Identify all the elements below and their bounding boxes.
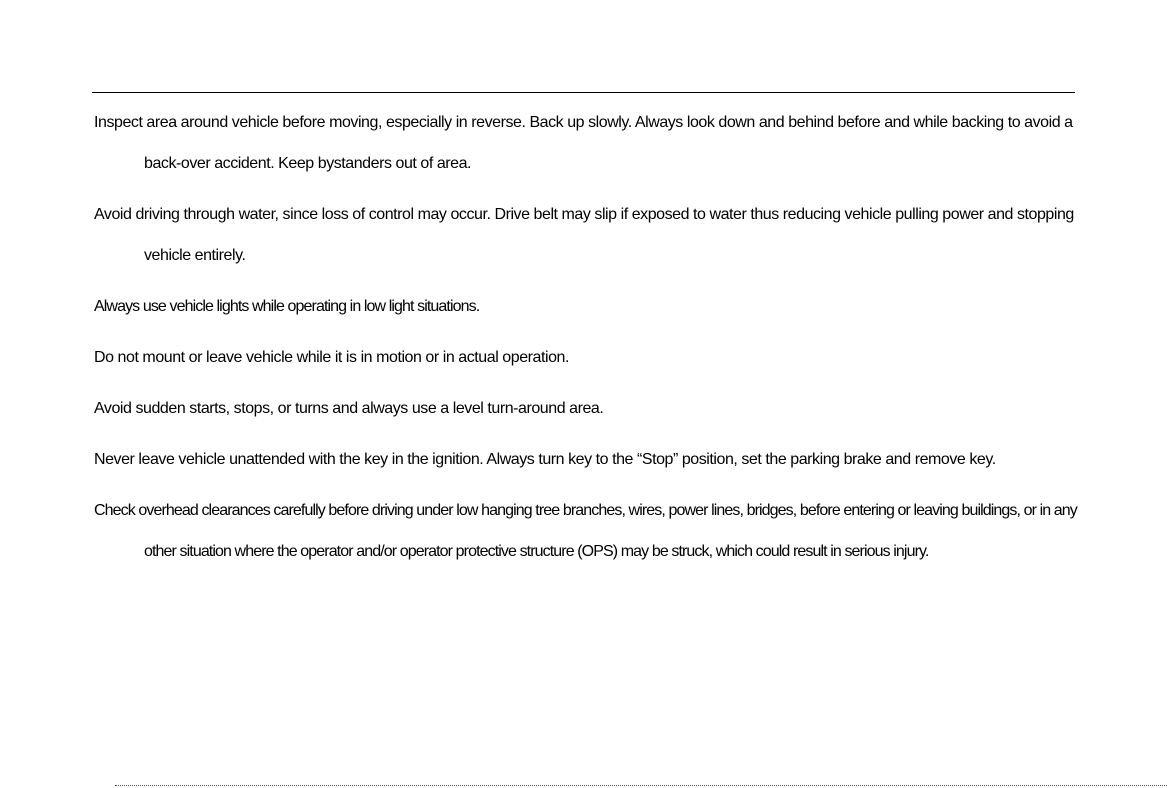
safety-item-inspect-area: Inspect area around vehicle before moving, especially in reverse. Back up slowly. Always look down and behind before and while backing to avoid a back-over accident. Keep bystanders out of area. bbox=[94, 114, 1073, 172]
top-divider bbox=[92, 92, 1075, 93]
safety-item-avoid-water: Avoid driving through water, since loss of control may occur. Drive belt may slip if exposed to water thus reducing vehicle pulling power and stopping vehicle entirely. bbox=[94, 206, 1074, 264]
safety-item-overhead-clearance: Check overhead clearances carefully before driving under low hanging tree branches, wires, power lines, bridges, before entering or leaving buildings, or in any other situation where the operator and/or operator protective structure (OPS) may be struck, which could result in serious injury. bbox=[94, 502, 1077, 560]
safety-instructions-list bbox=[94, 102, 1084, 582]
safety-item-use-lights: Always use vehicle lights while operating in low light situations. bbox=[94, 298, 480, 315]
safety-item-mount-leave: Do not mount or leave vehicle while it is in motion or in actual operation. bbox=[94, 349, 569, 366]
safety-item-sudden-starts: Avoid sudden starts, stops, or turns and always use a level turn-around area. bbox=[94, 400, 604, 417]
bottom-divider bbox=[115, 785, 1167, 786]
safety-item-unattended-key: Never leave vehicle unattended with the key in the ignition. Always turn key to the “Stop” position, set the parking brake and remove key. bbox=[94, 451, 996, 468]
